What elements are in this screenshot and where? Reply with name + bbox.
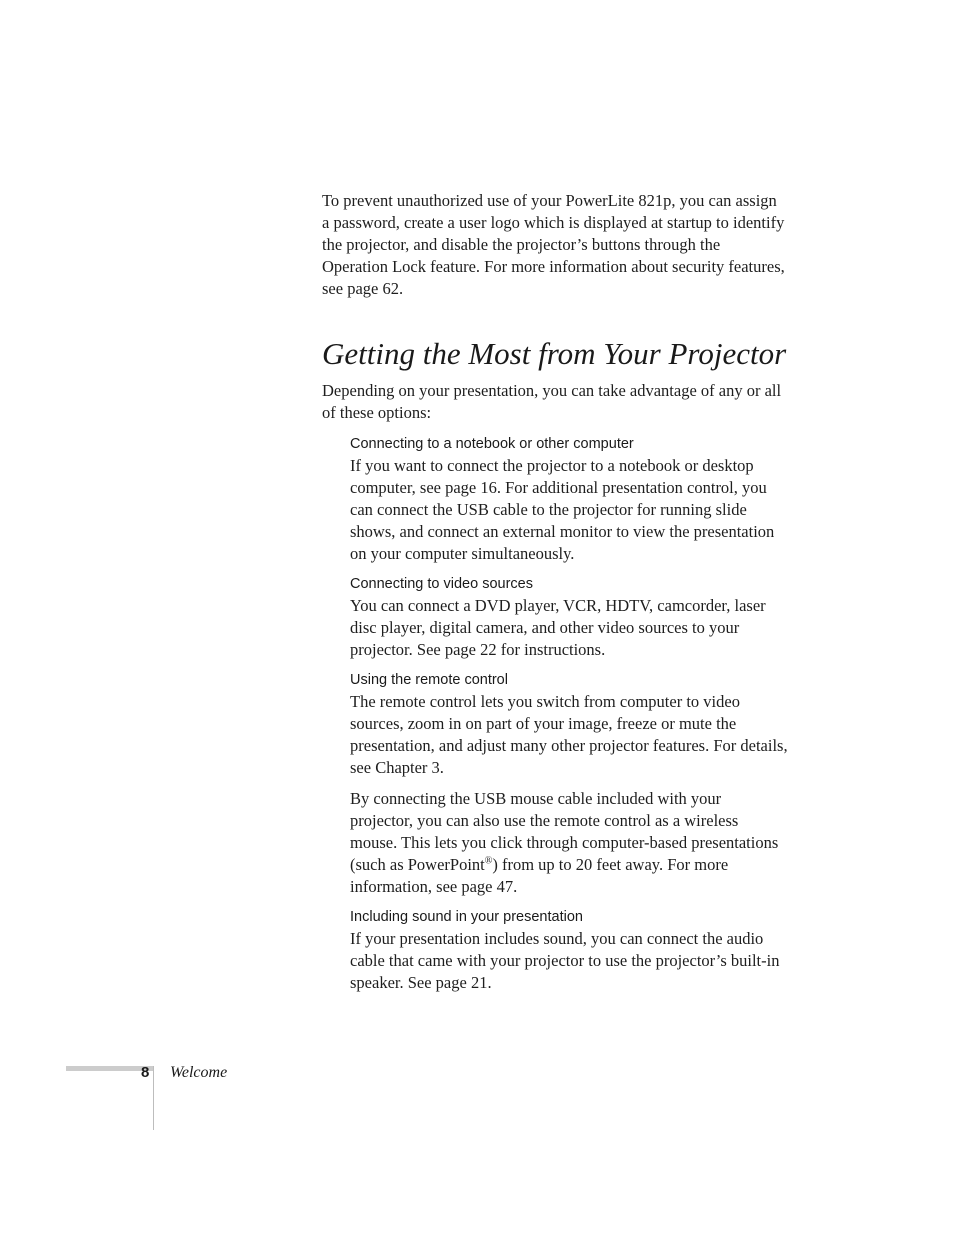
options-list [350,434,788,1003]
option-body: You can connect a DVD player, VCR, HDTV, camcorder, laser disc player, digital camera, and other video sources to your projector. See page 22 for instructions. [350,596,766,659]
intro-paragraph: To prevent unauthorized use of your PowerLite 821p, you can assign a password, create a user logo which is displayed at startup to identify the projector, and disable the projector’s buttons through the Operation Lock feature. For more information about security features, see page 62. [322,191,785,298]
option-body: The remote control lets you switch from computer to video sources, zoom in on part of your image, freeze or mute the presentation, and adjust many other projector features. For details, see Chapter 3. [350,692,788,777]
option-title: Connecting to video sources [350,576,533,592]
footer-chapter-title: Welcome [170,1064,228,1081]
option-title: Using the remote control [350,672,508,688]
registered-mark: ® [484,855,493,867]
option-extra-text: By connecting the USB mouse cable included with your projector, you can also use the remote control as a wireless mouse. This lets you click through computer-based presentations (such as PowerPoint [350,789,779,874]
option-sound [350,907,788,994]
section-lead: Depending on your presentation, you can take advantage of any or all of these options: [322,381,782,422]
option-video [350,574,788,661]
option-body-extra [350,788,788,898]
option-title: Connecting to a notebook or other computer [350,436,634,452]
footer-rule [153,1066,154,1130]
page-number: 8 [141,1064,150,1081]
section-heading-block [322,334,788,374]
option-body: If you want to connect the projector to a notebook or desktop computer, see page 16. For additional presentation control, you can connect the USB cable to the projector for running slide shows, and connect an external monitor to view the presentation on your computer simultaneously. [350,456,775,563]
option-remote [350,670,788,898]
section-heading: Getting the Most from Your Projector [322,334,792,374]
option-body: If your presentation includes sound, you can connect the audio cable that came with your projector to use the projector’s built-in speaker. See page 21. [350,929,780,992]
option-notebook [350,434,788,565]
option-title: Including sound in your presentation [350,909,583,925]
option-extra-text-end: ) from up to 20 feet away. For more information, see page 47. [350,855,729,896]
